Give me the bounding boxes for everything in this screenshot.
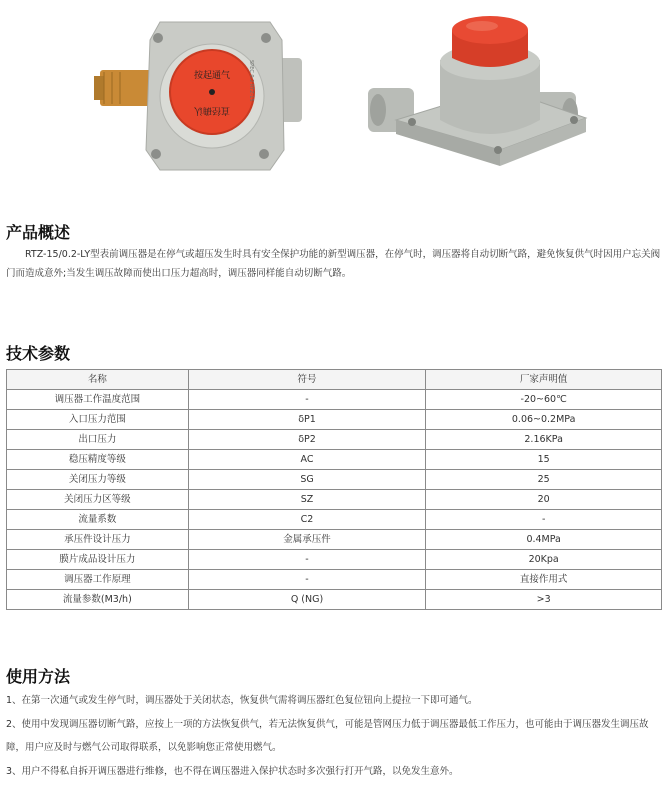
table-row <box>7 550 662 570</box>
regulator-front-photo <box>94 22 302 170</box>
cell-symbol: Q (NG) <box>188 590 426 610</box>
params-heading: 技术参数 <box>6 344 71 363</box>
table-row <box>7 510 662 530</box>
cell-name: 关闭压力区等级 <box>7 490 189 510</box>
cell-symbol: - <box>188 570 426 590</box>
table-row <box>7 430 662 450</box>
table-header-row <box>7 370 662 390</box>
usage-heading: 使用方法 <box>6 667 71 686</box>
cell-name: 流量参数(M3/h) <box>7 590 189 610</box>
cell-symbol: SG <box>188 470 426 490</box>
header-name: 名称 <box>7 370 189 390</box>
cell-symbol: 金属承压件 <box>188 530 426 550</box>
cell-value: 直接作用式 <box>426 570 662 590</box>
overview-heading: 产品概述 <box>6 223 71 242</box>
cell-value: -20~60℃ <box>426 390 662 410</box>
spec-table <box>6 369 662 610</box>
usage-item-1: 1、在第一次通气或发生停气时，调压器处于关闭状态，恢复供气需将调压器红色复位钮向上提拉一下即可通气。 <box>6 695 478 706</box>
cell-name: 膜片成品设计压力 <box>7 550 189 570</box>
cell-symbol: δP1 <box>188 410 426 430</box>
cell-value: >3 <box>426 590 662 610</box>
cell-name: 承压件设计压力 <box>7 530 189 550</box>
cell-name: 调压器工作原理 <box>7 570 189 590</box>
cell-value: 2.16KPa <box>426 430 662 450</box>
cell-value: 15 <box>426 450 662 470</box>
cell-name: 出口压力 <box>7 430 189 450</box>
regulator-angled-photo <box>368 16 586 166</box>
cell-value: 20 <box>426 490 662 510</box>
cell-name: 流量系数 <box>7 510 189 530</box>
cell-symbol: SZ <box>188 490 426 510</box>
table-row <box>7 530 662 550</box>
header-symbol: 符号 <box>188 370 426 390</box>
table-row <box>7 410 662 430</box>
table-row <box>7 450 662 470</box>
header-value: 厂家声明值 <box>426 370 662 390</box>
table-row <box>7 490 662 510</box>
cell-symbol: - <box>188 390 426 410</box>
usage-item-3: 3、用户不得私自拆开调压器进行维修，也不得在调压器进入保护状态时多次强行打开气路，以免发生意外。 <box>6 766 459 777</box>
cell-name: 调压器工作温度范围 <box>7 390 189 410</box>
table-row <box>7 470 662 490</box>
cell-name: 关闭压力等级 <box>7 470 189 490</box>
body-label: SPEC 0.2 RTZ-15 <box>248 60 254 102</box>
cell-symbol: AC <box>188 450 426 470</box>
cell-value: - <box>426 510 662 530</box>
cell-symbol: C2 <box>188 510 426 530</box>
cell-symbol: δP2 <box>188 430 426 450</box>
usage-item-2: 2、使用中发现调压器切断气路，应按上一项的方法恢复供气，若无法恢复供气，可能是管网压力低于调压器最低工作压力，也可能由于调压器发生调压故障，用户应及时与燃气公司取得联系，以免影响您正常使用燃气。 <box>6 719 649 753</box>
cell-name: 稳压精度等级 <box>7 450 189 470</box>
product-photos <box>0 0 668 200</box>
overview-text: RTZ-15/0.2-LY型表前调压器是在停气或超压发生时具有安全保护功能的新型调压器，在停气时，调压器将自动切断气路，避免恢复供气时因用户忘关阀门而造成意外;当发生调压故障而使出口压力超高时，调压器同样能自动切断气路。 <box>6 249 661 279</box>
table-row <box>7 590 662 610</box>
cell-value: 20Kpa <box>426 550 662 570</box>
table-row <box>7 570 662 590</box>
cell-value: 25 <box>426 470 662 490</box>
cell-name: 入口压力范围 <box>7 410 189 430</box>
cell-value: 0.4MPa <box>426 530 662 550</box>
cap-label-top: 按起通气 <box>193 71 231 81</box>
table-row <box>7 390 662 410</box>
cap-label-bottom: 直径确认 <box>193 105 231 115</box>
cell-symbol: - <box>188 550 426 570</box>
cell-value: 0.06~0.2MPa <box>426 410 662 430</box>
